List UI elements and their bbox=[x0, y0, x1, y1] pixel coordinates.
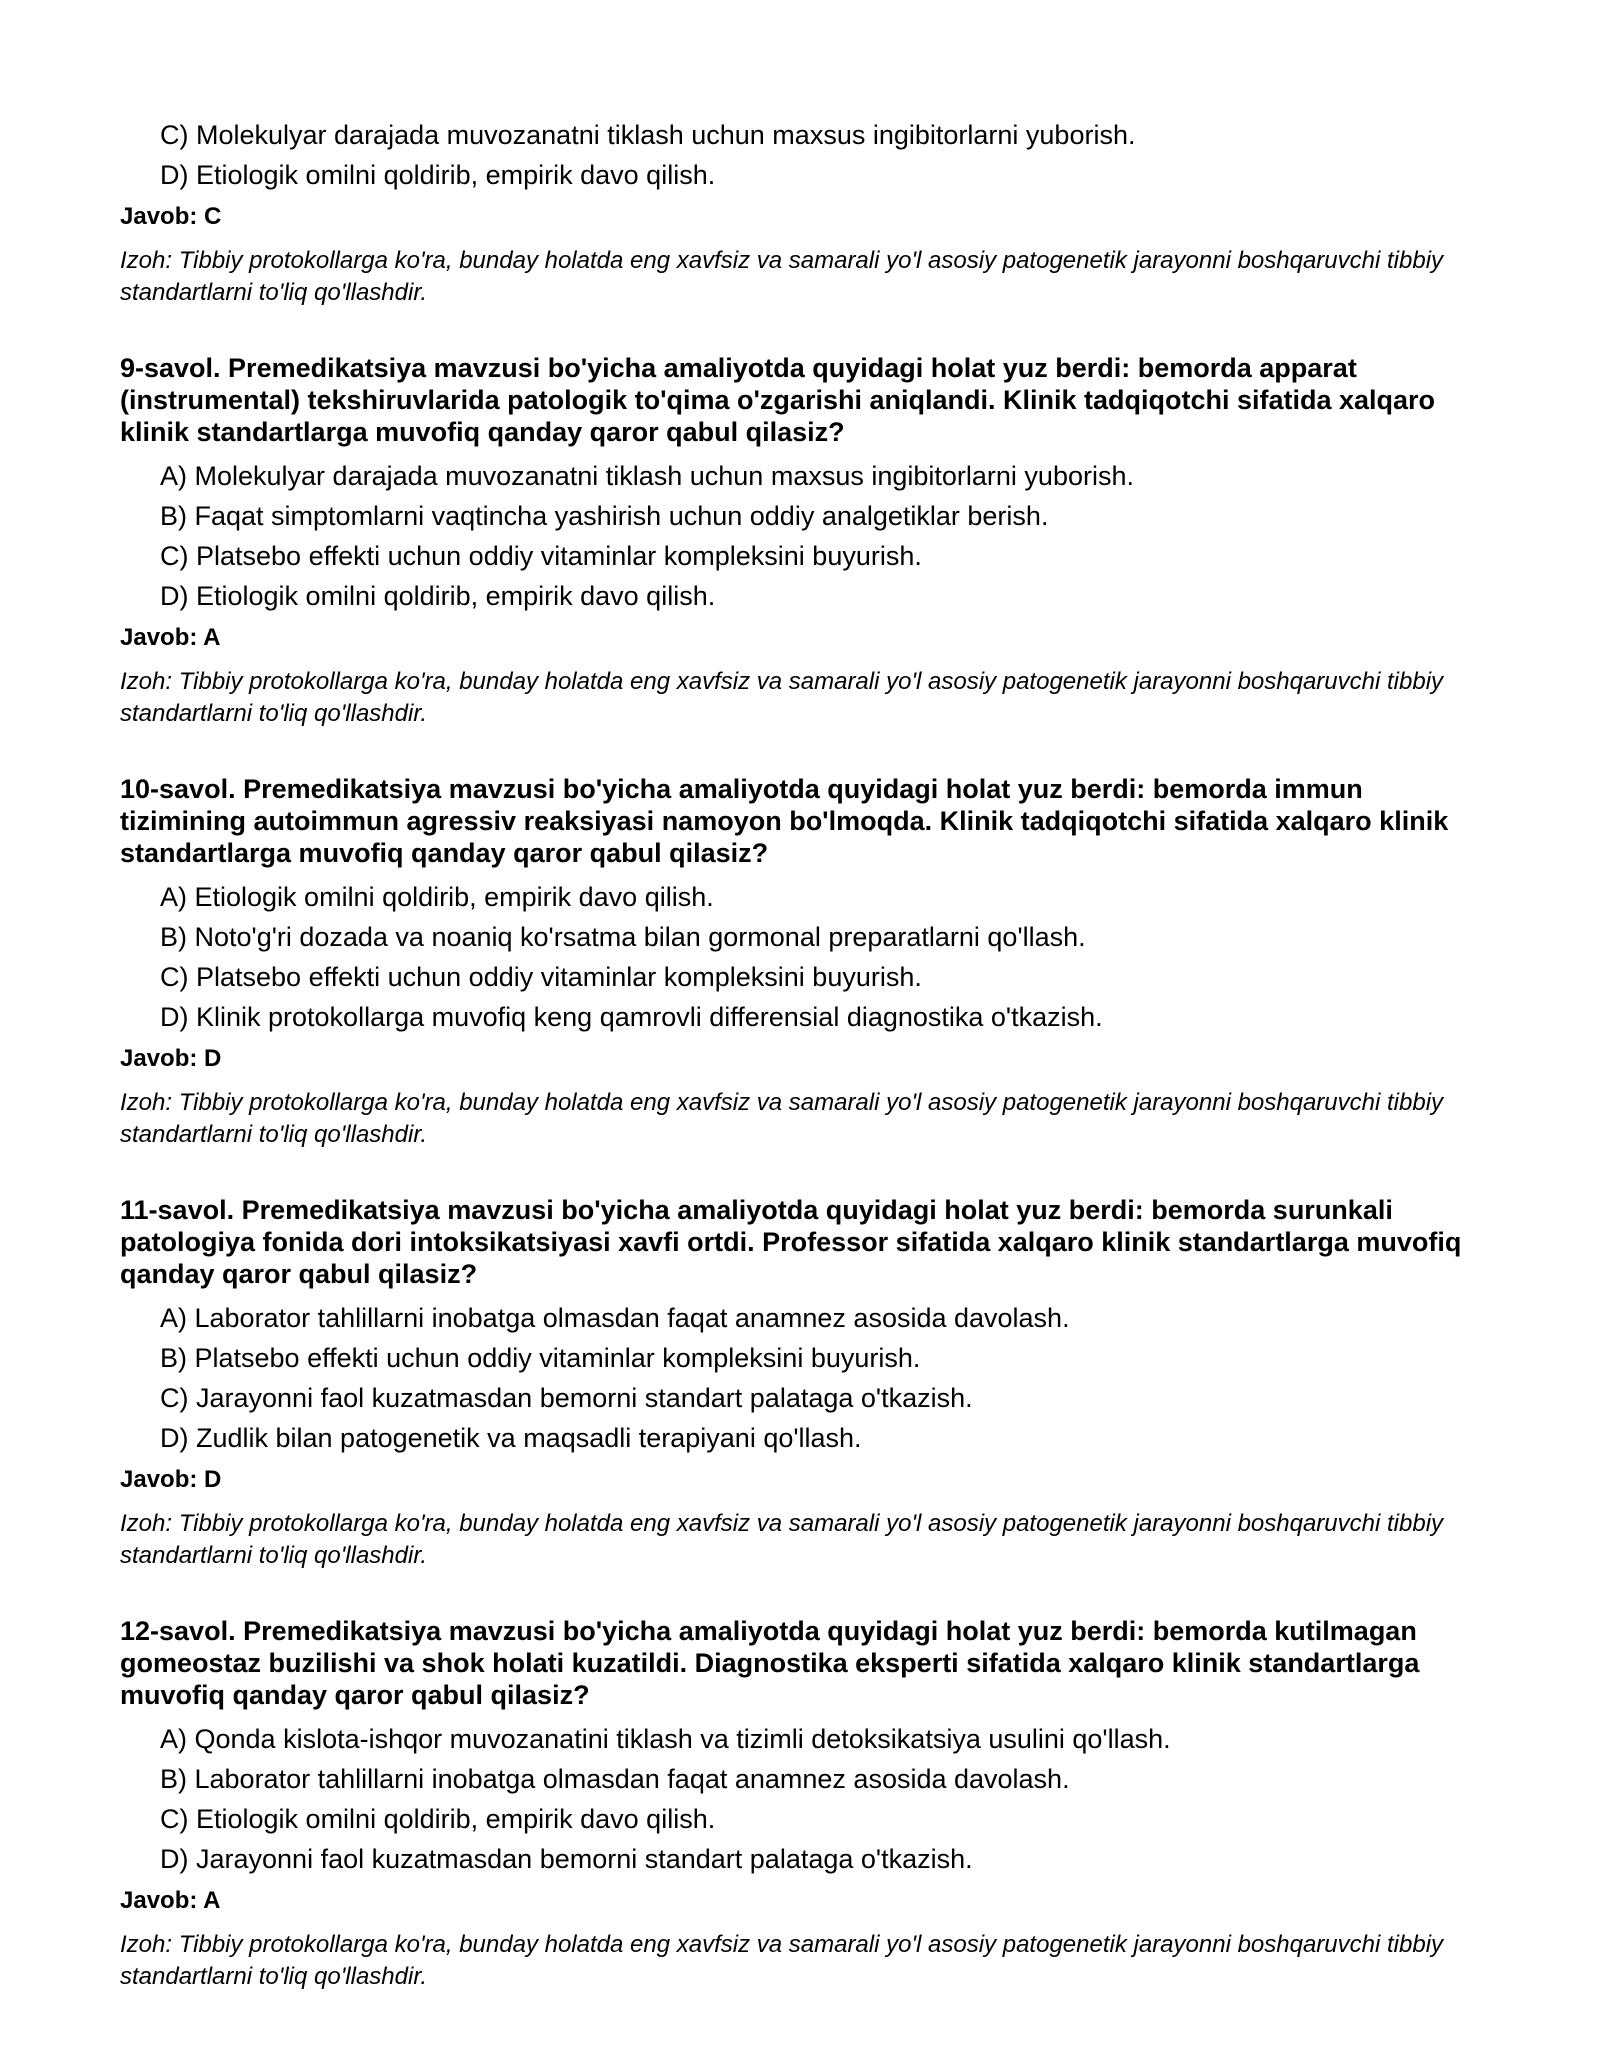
option-b: B) Laborator tahlillarni inobatga olmasdan faqat anamnez asosida davolash. bbox=[160, 1764, 1070, 1794]
option-d: D) Etiologik omilni qoldirib, empirik davo qilish. bbox=[160, 160, 716, 190]
explanation-note: Izoh: Tibbiy protokollarga ko'ra, bunday holatda eng xavfsiz va samarali yo'l asosiy patogenetik jarayonni boshqaruvchi tibbiy standartlarni to'liq qo'llashdir. bbox=[120, 1510, 1444, 1569]
option-c: C) Platsebo effekti uchun oddiy vitaminlar kompleksini buyurish. bbox=[160, 962, 922, 992]
option-a: A) Laborator tahlillarni inobatga olmasdan faqat anamnez asosida davolash. bbox=[160, 1303, 1070, 1333]
option-d: D) Klinik protokollarga muvofiq keng qamrovli differensial diagnostika o'tkazish. bbox=[160, 1002, 1103, 1032]
option-d: D) Jarayonni faol kuzatmasdan bemorni standart palataga o'tkazish. bbox=[160, 1844, 973, 1874]
option-d: D) Etiologik omilni qoldirib, empirik davo qilish. bbox=[160, 581, 716, 611]
option-a: A) Molekulyar darajada muvozanatni tiklash uchun maxsus ingibitorlarni yuborish. bbox=[160, 461, 1134, 491]
answer-label: Javob: A bbox=[120, 624, 221, 651]
answer-label: Javob: A bbox=[120, 1887, 221, 1914]
answer-label: Javob: C bbox=[120, 203, 222, 230]
option-b: B) Noto'g'ri dozada va noaniq ko'rsatma bilan gormonal preparatlarni qo'llash. bbox=[160, 922, 1086, 952]
option-c: C) Platsebo effekti uchun oddiy vitaminlar kompleksini buyurish. bbox=[160, 541, 922, 571]
question-text: 9-savol. Premedikatsiya mavzusi bo'yicha amaliyotda quyidagi holat yuz berdi: bemorda apparat (instrumental) tekshiruvlarida patologik to'qima o'zgarishi aniqlandi. Klinik tadqiqotchi sifatida xalqaro klinik standartlarga muvofiq qanday qaror qabul qilasiz? bbox=[120, 353, 1436, 447]
question-8-continuation bbox=[120, 120, 1480, 309]
explanation-note: Izoh: Tibbiy protokollarga ko'ra, bunday holatda eng xavfsiz va samarali yo'l asosiy patogenetik jarayonni boshqaruvchi tibbiy standartlarni to'liq qo'llashdir. bbox=[120, 1931, 1444, 1990]
question-text: 12-savol. Premedikatsiya mavzusi bo'yicha amaliyotda quyidagi holat yuz berdi: bemorda kutilmagan gomeostaz buzilishi va shok holati kuzatildi. Diagnostika eksperti sifatida xalqaro klinik standartlarga muvofiq qanday qaror qabul qilasiz? bbox=[120, 1616, 1420, 1710]
question-9 bbox=[120, 352, 1480, 730]
question-text: 11-savol. Premedikatsiya mavzusi bo'yicha amaliyotda quyidagi holat yuz berdi: bemorda surunkali patologiya fonida dori intoksikatsiyasi xavfi ortdi. Professor sifatida xalqaro klinik standartlarga muvofiq qanday qaror qabul qilasiz? bbox=[120, 1195, 1462, 1289]
option-c: C) Jarayonni faol kuzatmasdan bemorni standart palataga o'tkazish. bbox=[160, 1383, 973, 1413]
option-c: C) Molekulyar darajada muvozanatni tiklash uchun maxsus ingibitorlarni yuborish. bbox=[160, 120, 1136, 150]
option-b: B) Faqat simptomlarni vaqtincha yashirish uchun oddiy analgetiklar berish. bbox=[160, 501, 1049, 531]
option-c: C) Etiologik omilni qoldirib, empirik davo qilish. bbox=[160, 1804, 716, 1834]
question-12 bbox=[120, 1615, 1480, 1993]
option-b: B) Platsebo effekti uchun oddiy vitaminlar kompleksini buyurish. bbox=[160, 1343, 921, 1373]
question-10 bbox=[120, 773, 1480, 1151]
option-d: D) Zudlik bilan patogenetik va maqsadli terapiyani qo'llash. bbox=[160, 1423, 862, 1453]
explanation-note: Izoh: Tibbiy protokollarga ko'ra, bunday holatda eng xavfsiz va samarali yo'l asosiy patogenetik jarayonni boshqaruvchi tibbiy standartlarni to'liq qo'llashdir. bbox=[120, 1089, 1444, 1148]
explanation-note: Izoh: Tibbiy protokollarga ko'ra, bunday holatda eng xavfsiz va samarali yo'l asosiy patogenetik jarayonni boshqaruvchi tibbiy standartlarni to'liq qo'llashdir. bbox=[120, 247, 1444, 306]
question-11 bbox=[120, 1194, 1480, 1572]
explanation-note: Izoh: Tibbiy protokollarga ko'ra, bunday holatda eng xavfsiz va samarali yo'l asosiy patogenetik jarayonni boshqaruvchi tibbiy standartlarni to'liq qo'llashdir. bbox=[120, 668, 1444, 727]
question-text: 10-savol. Premedikatsiya mavzusi bo'yicha amaliyotda quyidagi holat yuz berdi: bemorda immun tizimining autoimmun agressiv reaksiyasi namoyon bo'lmoqda. Klinik tadqiqotchi sifatida xalqaro klinik standartlarga muvofiq qanday qaror qabul qilasiz? bbox=[120, 774, 1449, 868]
option-a: A) Qonda kislota-ishqor muvozanatini tiklash va tizimli detoksikatsiya usulini qo'llash. bbox=[160, 1724, 1171, 1754]
option-a: A) Etiologik omilni qoldirib, empirik davo qilish. bbox=[160, 882, 714, 912]
answer-label: Javob: D bbox=[120, 1466, 222, 1493]
answer-label: Javob: D bbox=[120, 1045, 222, 1072]
